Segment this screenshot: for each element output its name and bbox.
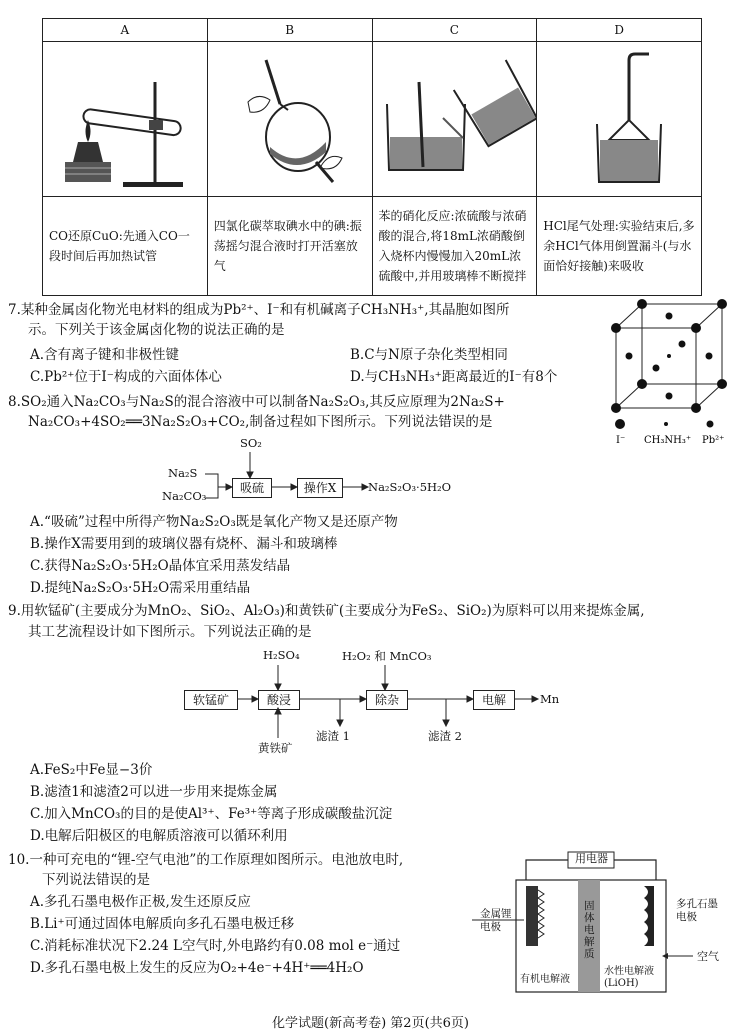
q8-flow-so2: SO₂: [240, 436, 262, 450]
desc-b: 四氯化碳萃取碘水中的碘:振荡摇匀混合液时打开活塞放气: [207, 197, 372, 296]
q10-option-d[interactable]: D.多孔石墨电极上发生的反应为O₂+4e⁻+4H⁺══4H₂O: [30, 960, 364, 976]
page-footer: 化学试题(新高考卷) 第2页(共6页): [272, 1016, 469, 1031]
q9-stem-line1: 9.用软锰矿(主要成分为MnO₂、SiO₂、Al₂O₃)和黄铁矿(主要成分为FeS₂、SiO₂)为原料可以用来提炼金属,: [8, 603, 645, 619]
q7-option-b[interactable]: B.C与N原子杂化类型相同: [350, 347, 508, 363]
battery-device: 用电器: [575, 852, 608, 865]
q8-flow-step2: 操作X: [297, 478, 343, 498]
header-d: D: [537, 19, 702, 42]
q9-flow-step3: 电解: [473, 690, 515, 710]
q8-option-d[interactable]: D.提纯Na₂S₂O₃·5H₂O需采用重结晶: [30, 580, 251, 596]
q9-option-b[interactable]: B.滤渣1和滤渣2可以进一步用来提炼金属: [30, 784, 278, 800]
header-c: C: [372, 19, 537, 42]
header-a: A: [43, 19, 208, 42]
legend-pb: Pb²⁺: [702, 435, 725, 446]
q7-stem-line2: 示。下列关于该金属卤化物的说法正确的是: [28, 322, 285, 338]
q8-stem-line1: 8.SO₂通入Na₂CO₃与Na₂S的混合溶液中可以制备Na₂S₂O₃,其反应原理为2Na₂S+: [8, 394, 505, 410]
battery-left-liquid: 有机电解液: [520, 974, 570, 985]
q10-option-a[interactable]: A.多孔石墨电极作正极,发生还原反应: [30, 894, 251, 910]
q7-option-c[interactable]: C.Pb²⁺位于I⁻构成的六面体体心: [30, 369, 222, 385]
q9-flow-residue2: 滤渣 2: [428, 729, 462, 743]
q9-option-a[interactable]: A.FeS₂中Fe显−3价: [30, 762, 153, 778]
legend-ch3nh3: CH₃NH₃⁺: [644, 435, 692, 446]
q9-option-d[interactable]: D.电解后阳极区的电解质溶液可以循环利用: [30, 828, 288, 844]
q10-stem-line2: 下列说法错误的是: [42, 872, 150, 888]
q8-option-c[interactable]: C.获得Na₂S₂O₃·5H₂O晶体宜采用蒸发结晶: [30, 558, 291, 574]
q8-flow-na2co3: Na₂CO₃: [162, 489, 207, 503]
q7-option-a[interactable]: A.含有离子键和非极性键: [30, 347, 180, 363]
q9-flow-start: 软锰矿: [184, 690, 238, 710]
battery-left-electrode: 金属锂电极: [480, 908, 512, 933]
desc-a: CO还原CuO:先通入CO一段时间后再加热试管: [43, 197, 208, 296]
q9-flow-product: Mn: [540, 692, 560, 706]
q10-stem-line1: 10.一种可充电的“锂-空气电池”的工作原理如图所示。电池放电时,: [8, 852, 404, 868]
q9-flow-step2: 除杂: [366, 690, 408, 710]
battery-solid-electrolyte: 固体电解质: [584, 900, 595, 960]
q8-option-b[interactable]: B.操作X需要用到的玻璃仪器有烧杯、漏斗和玻璃棒: [30, 536, 338, 552]
q9-flow-reagent1: H₂SO₄: [263, 648, 300, 662]
q10-option-c[interactable]: C.消耗标准状况下2.24 L空气时,外电路约有0.08 mol e⁻通过: [30, 938, 401, 954]
q9-option-c[interactable]: C.加入MnCO₃的目的是使Al³⁺、Fe³⁺等离子形成碳酸盐沉淀: [30, 806, 393, 822]
q7-stem-line1: 7.某种金属卤化物光电材料的组成为Pb²⁺、I⁻和有机碱离子CH₃NH₃⁺,其晶胞如图所: [8, 302, 510, 318]
q10-option-b[interactable]: B.Li⁺可通过固体电解质向多孔石墨电极迁移: [30, 916, 295, 932]
battery-right-liquid: 水性电解液(LiOH): [604, 966, 654, 989]
q8-flow-product: Na₂S₂O₃·5H₂O: [368, 480, 452, 494]
legend-i: I⁻: [616, 435, 626, 446]
header-b: B: [207, 19, 372, 42]
battery-air: 空气: [697, 950, 719, 963]
q7-option-d[interactable]: D.与CH₃NH₃⁺距离最近的I⁻有8个: [350, 369, 558, 385]
q9-flow-residue1: 滤渣 1: [316, 729, 350, 743]
q8-option-a[interactable]: A.“吸硫”过程中所得产物Na₂S₂O₃既是氧化产物又是还原产物: [30, 514, 398, 530]
q9-flow-side: 黄铁矿: [258, 741, 293, 755]
q8-flow-na2s: Na₂S: [168, 466, 198, 480]
q8-flow-step1: 吸硫: [232, 478, 272, 498]
q9-flow-step1: 酸浸: [258, 690, 300, 710]
desc-c: 苯的硝化反应:浓硫酸与浓硝酸的混合,将18mL浓硝酸倒入烧杯内慢慢加入20mL浓硫酸中,并用玻璃棒不断搅拌: [372, 197, 537, 296]
q9-stem-line2: 其工艺流程设计如下图所示。下列说法正确的是: [28, 624, 312, 640]
battery-right-electrode: 多孔石墨电极: [676, 898, 718, 923]
desc-d: HCl尾气处理:实验结束后,多余HCl气体用倒置漏斗(与水面恰好接触)来吸收: [537, 197, 702, 296]
q8-stem-line2: Na₂CO₃+4SO₂══3Na₂S₂O₃+CO₂,制备过程如下图所示。下列说法错误的是: [28, 414, 493, 430]
q9-flow-reagent2: H₂O₂ 和 MnCO₃: [342, 649, 432, 663]
